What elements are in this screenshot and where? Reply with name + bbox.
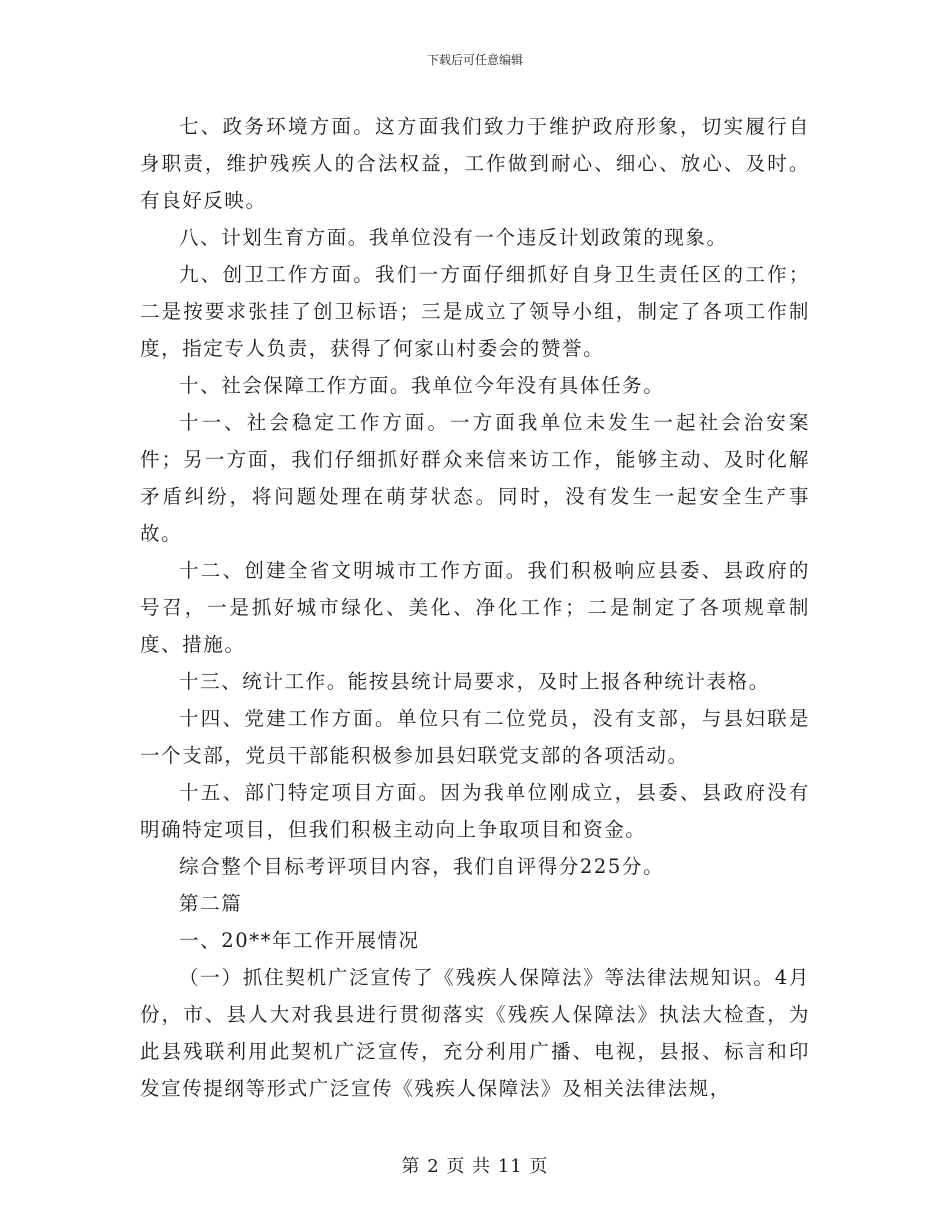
paragraph-party-building: 十四、党建工作方面。单位只有二位党员，没有支部，与县妇联是一个支部，党员干部能积极参加县妇联党支部的各项活动。 <box>140 707 810 767</box>
paragraph-family-planning: 八、计划生育方面。我单位没有一个违反计划政策的现象。 <box>179 226 728 249</box>
paragraph-statistics: 十三、统计工作。能按县统计局要求，及时上报各种统计表格。 <box>179 670 770 693</box>
paragraph-government-environment: 七、政务环境方面。这方面我们致力于维护政府形象，切实履行自身职责，维护残疾人的合法权益，工作做到耐心、细心、放心、及时。有良好反映。 <box>140 115 810 212</box>
page-header-note: 下载后可任意编辑 <box>426 53 523 67</box>
paragraph-law-publicity: （一）抓住契机广泛宣传了《残疾人保障法》等法律法规知识。4月份，市、县人大对我县进行贯彻落实《残疾人保障法》执法大检查，为此县残联利用此契机广泛宣传，充分利用广播、电视，县报、标言和印发宣传提纲等形式广泛宣传《残疾人保障法》及相关法律法规， <box>140 966 810 1100</box>
document-body <box>140 108 810 1107</box>
paragraph-self-score: 综合整个目标考评项目内容，我们自评得分225分。 <box>179 855 665 878</box>
paragraph-sanitation: 九、创卫工作方面。我们一方面仔细抓好自身卫生责任区的工作；二是按要求张挂了创卫标语；三是成立了领导小组，制定了各项工作制度，指定专人负责，获得了何家山村委会的赞誉。 <box>140 263 810 360</box>
section-heading-part-two: 第二篇 <box>179 892 243 915</box>
page-number: 第 2 页 共 11 页 <box>401 1156 549 1177</box>
section-heading-work-overview: 一、20**年工作开展情况 <box>179 929 420 952</box>
paragraph-civilized-city: 十二、创建全省文明城市工作方面。我们积极响应县委、县政府的号召，一是抓好城市绿化、美化、净化工作；二是制定了各项规章制度、措施。 <box>140 559 810 656</box>
paragraph-social-stability: 十一、社会稳定工作方面。一方面我单位未发生一起社会治安案件；另一方面，我们仔细抓好群众来信来访工作，能够主动、及时化解矛盾纠纷，将问题处理在萌芽状态。同时，没有发生一起安全生产事故。 <box>140 411 810 545</box>
paragraph-special-projects: 十五、部门特定项目方面。因为我单位刚成立，县委、县政府没有明确特定项目，但我们积极主动向上争取项目和资金。 <box>140 781 810 841</box>
paragraph-social-security: 十、社会保障工作方面。我单位今年没有具体任务。 <box>179 374 665 397</box>
